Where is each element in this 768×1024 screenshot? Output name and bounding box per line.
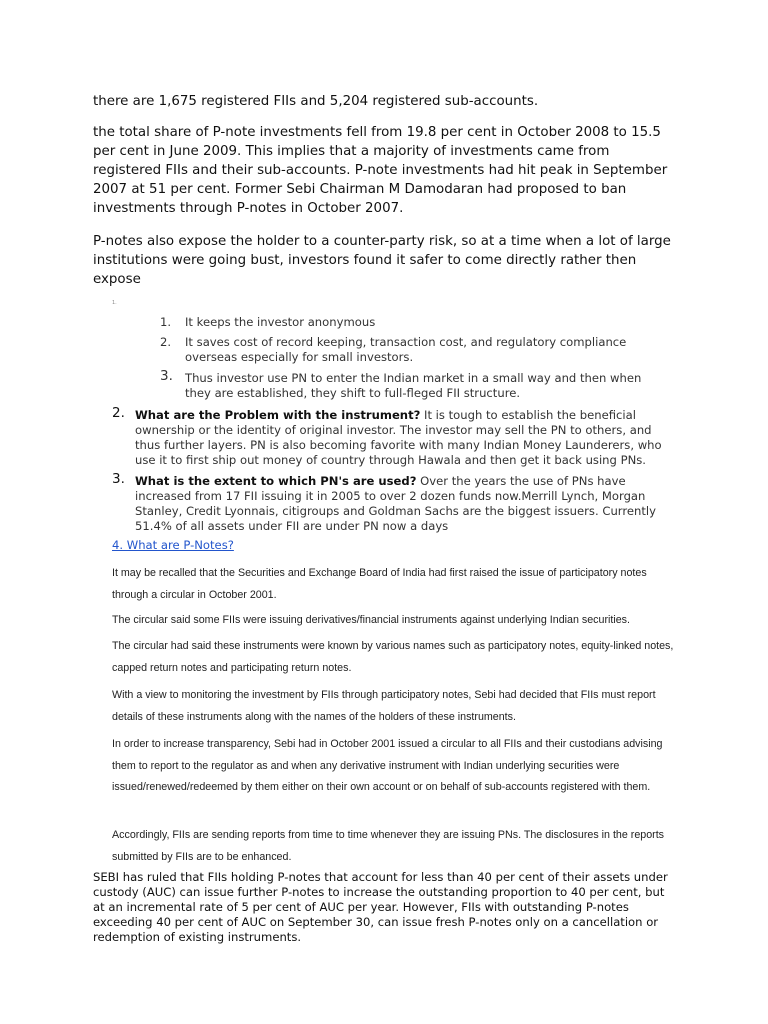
list-item-number: 2. [112, 405, 125, 421]
list-item-text: It keeps the investor anonymous [185, 315, 376, 329]
question-heading: What is the extent to which PN's are used? [135, 474, 417, 488]
sebi-ruling-paragraph: SEBI has ruled that FIIs holding P-notes that account for less than 40 per cent of their assets under custody (AUC) can issue further P-notes to increase the outstanding proportion to 40 per cent, but at an incremental rate of 5 per cent of AUC per year. However, FIIs with outstanding P-notes exceeding 40 per cent of AUC on September 30, can issue fresh P-notes only on a cancellation or redemption of existing instruments. [93, 870, 668, 944]
article-paragraph: Accordingly, FIIs are sending reports from time to time whenever they are issuing PNs. The disclosures in the reports submitted by FIIs are to be enhanced. [112, 829, 665, 863]
what-are-pnotes-link[interactable]: 4. What are P-Notes? [112, 538, 234, 552]
problem-question-item [112, 405, 672, 468]
list-item [160, 368, 670, 401]
list-item-text: Thus investor use PN to enter the Indian market in a small way and then when they are established, they shift to full-fleged FII structure. [185, 371, 642, 400]
list-item [160, 315, 670, 330]
intro-line-registered-fiis: there are 1,675 registered FIIs and 5,204 registered sub-accounts. [93, 94, 539, 109]
article-paragraph: With a view to monitoring the investment by FIIs through participatory notes, Sebi had decided that FIIs must report details of these instruments along with the names of the holders of these instruments. [112, 689, 656, 723]
intro-para-counterparty-risk: P-notes also expose the holder to a counter-party risk, so at a time when a lot of large institutions were going bust, investors found it safer to come directly rather then expose [93, 234, 671, 287]
article-paragraph: It may be recalled that the Securities and Exchange Board of India had first raised the issue of participatory notes through a circular in October 2001. [112, 567, 647, 601]
question-answer: It is tough to establish the beneficial ownership or the identity of original investor. The investor may sell the PN to others, and thus further layers. PN is also becoming favorite with many Indian Money Launderers, who use it to first ship out money of country through Hawala and then get it back using PNs. [135, 408, 662, 467]
extent-question-item [112, 471, 672, 534]
article-paragraph: The circular had said these instruments were known by various names such as participatory notes, equity-linked notes, capped return notes and participating return notes. [112, 640, 674, 674]
article-paragraph: In order to increase transparency, Sebi had in October 2001 issued a circular to all FIIs and their custodians advising them to report to the regulator as and when any derivative instrument with Indian underlying securities were issued/renewed/redeemed by them either on their own account or on behalf of sub-accounts registered with them. [112, 738, 663, 793]
list-item-number: 1. [160, 315, 172, 329]
question-heading: What are the Problem with the instrument? [135, 408, 421, 422]
intro-para-pnote-share: the total share of P-note investments fell from 19.8 per cent in October 2008 to 15.5 per cent in June 2009. This implies that a majority of investments came from registered FIIs and their sub-accounts. P-note investments had hit peak in September 2007 at 51 per cent. Former Sebi Chairman M Damodaran had proposed to ban investments through P-notes in October 2007. [93, 125, 668, 216]
list-item-number: 3. [160, 368, 173, 384]
list-item [160, 335, 670, 365]
article-paragraph: The circular said some FIIs were issuing derivatives/financial instruments against underlying Indian securities. [112, 614, 630, 626]
list-item-number: 3. [112, 471, 125, 487]
list-marker: 1. [112, 300, 117, 306]
list-item-text: It saves cost of record keeping, transaction cost, and regulatory compliance overseas especially for small investors. [185, 335, 627, 364]
list-item-text [135, 474, 672, 534]
list-item-number: 2. [160, 335, 172, 349]
list-item-text [135, 408, 672, 468]
question-answer: Over the years the use of PNs have increased from 17 FII issuing it in 2005 to over 2 dozen funds now.Merrill Lynch, Morgan Stanley, Credit Lyonnais, citigroups and Goldman Sachs are the biggest issuers. Currently 51.4% of all assets under FII are under PN now a days [135, 474, 656, 533]
